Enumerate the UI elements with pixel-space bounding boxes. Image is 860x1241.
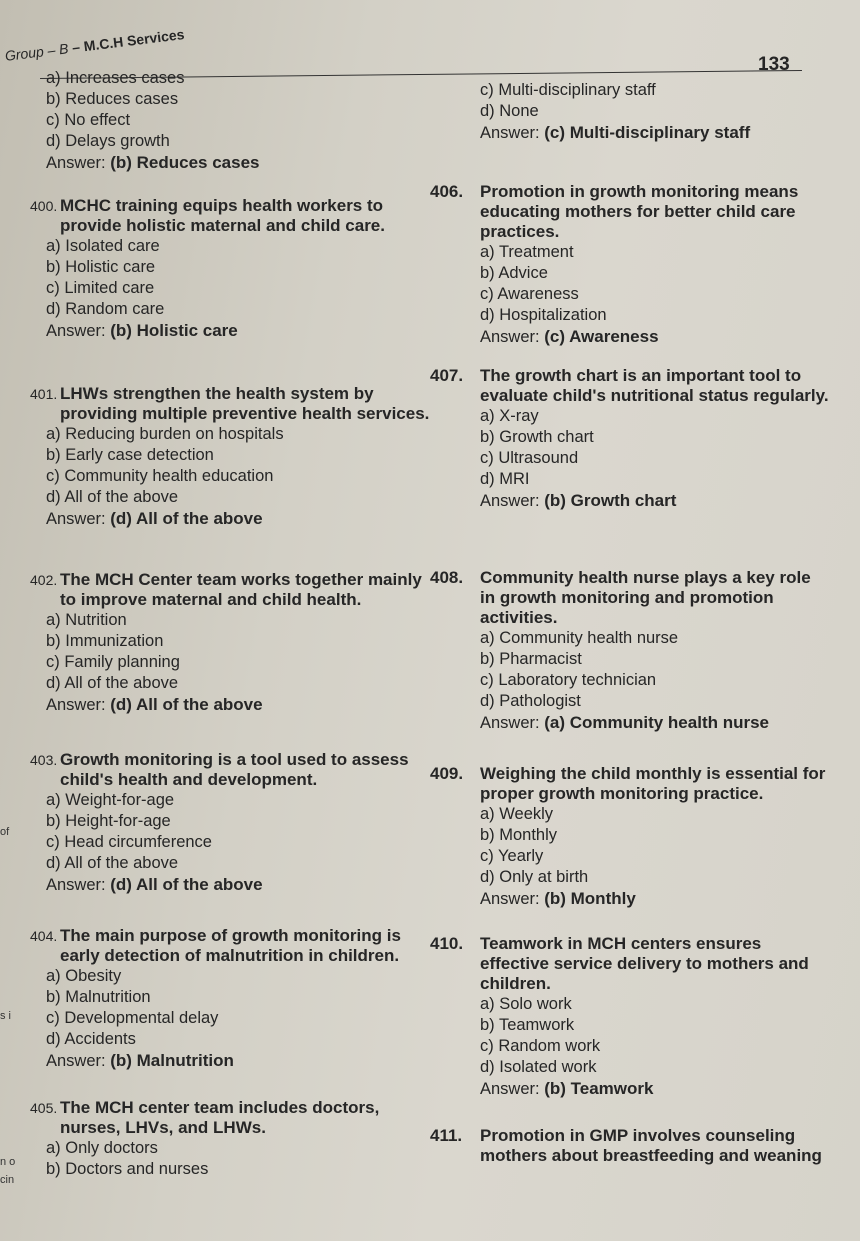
question-block <box>30 384 430 530</box>
option: c) Family planning <box>46 653 180 671</box>
answer: Answer: (b) Monthly <box>480 889 636 908</box>
question-block <box>430 764 830 910</box>
answer: Answer: (d) All of the above <box>46 695 263 714</box>
margin-fragment: of <box>0 826 10 838</box>
option: a) Community health nurse <box>480 629 679 647</box>
option: c) Head circumference <box>46 833 212 851</box>
question-number: 410. <box>430 934 464 953</box>
option: d) All of the above <box>46 854 179 872</box>
margin-fragment: n o <box>0 1156 16 1168</box>
option: a) Solo work <box>480 995 572 1013</box>
option: a) Treatment <box>480 243 574 261</box>
margin-fragment: s i <box>0 1010 11 1022</box>
option: c) No effect <box>46 111 131 129</box>
question-block <box>30 750 430 896</box>
option: b) Height-for-age <box>46 812 171 830</box>
option: b) Monthly <box>480 826 558 844</box>
question-block <box>30 68 430 174</box>
option: b) Advice <box>480 264 548 282</box>
question-text: 409. Weighing the child monthly is essential for proper growth monitoring practice. <box>430 764 826 803</box>
option: b) Holistic care <box>46 258 156 276</box>
question-block <box>430 1126 830 1166</box>
question-text: 408. Community health nurse plays a key role in growth monitoring and promotion activities. <box>430 568 811 627</box>
question-number: 407. <box>430 366 464 385</box>
option: a) X-ray <box>480 407 539 425</box>
option: c) Community health education <box>46 467 274 485</box>
question-text: 407. The growth chart is an important tool to evaluate child's nutritional status regularly. <box>430 366 829 405</box>
option: c) Awareness <box>480 285 579 303</box>
answer: Answer: (b) Reduces cases <box>46 153 260 172</box>
question-number: 401. <box>30 386 58 402</box>
option: a) Reducing burden on hospitals <box>46 425 284 443</box>
answer: Answer: (d) All of the above <box>46 509 263 528</box>
question-number: 403. <box>30 752 58 768</box>
option: d) Accidents <box>46 1030 136 1048</box>
option: a) Weekly <box>480 805 554 823</box>
option: a) Increases cases <box>46 69 185 87</box>
option: b) Malnutrition <box>46 988 151 1006</box>
question-block <box>430 80 830 144</box>
question-number: 402. <box>30 572 58 588</box>
answer: Answer: (d) All of the above <box>46 875 263 894</box>
answer: Answer: (b) Malnutrition <box>46 1051 234 1070</box>
option: c) Developmental delay <box>46 1009 219 1027</box>
question-number: 408. <box>430 568 464 587</box>
option: b) Teamwork <box>480 1016 575 1034</box>
question-block <box>30 570 430 716</box>
option: d) Random care <box>46 300 165 318</box>
option: c) Laboratory technician <box>480 671 657 689</box>
option: c) Ultrasound <box>480 449 579 467</box>
question-block <box>30 926 430 1072</box>
option: a) Weight-for-age <box>46 791 175 809</box>
question-block <box>430 182 830 348</box>
option: a) Nutrition <box>46 611 127 629</box>
option: b) Doctors and nurses <box>46 1160 209 1178</box>
answer: Answer: (b) Holistic care <box>46 321 238 340</box>
option: c) Random work <box>480 1037 601 1055</box>
answer: Answer: (a) Community health nurse <box>480 713 770 732</box>
option: d) Pathologist <box>480 692 581 710</box>
question-text: 401. LHWs strengthen the health system by providing multiple preventive health services. <box>30 384 430 423</box>
question-number: 411. <box>430 1126 463 1145</box>
option: d) All of the above <box>46 488 179 506</box>
option: d) Only at birth <box>480 868 589 886</box>
answer: Answer: (b) Teamwork <box>480 1079 654 1098</box>
section-label: Group – B – M.C.H Services <box>4 25 186 64</box>
question-block <box>30 196 430 342</box>
question-number: 404. <box>30 928 58 944</box>
question-text: 411. Promotion in GMP involves counseling mothers about breastfeeding and weaning <box>430 1126 822 1165</box>
answer: Answer: (c) Awareness <box>480 327 659 346</box>
question-text: 410. Teamwork in MCH centers ensures effective service delivery to mothers and children. <box>430 934 809 993</box>
question-number: 409. <box>430 764 464 783</box>
question-text: 406. Promotion in growth monitoring means educating mothers for better child care practices. <box>430 182 799 241</box>
page-number: 133 <box>758 54 790 75</box>
option: b) Growth chart <box>480 428 594 446</box>
option: b) Early case detection <box>46 446 214 464</box>
question-number: 400. <box>30 198 58 214</box>
margin-fragment: cin <box>0 1174 15 1186</box>
option: d) Isolated work <box>480 1058 597 1076</box>
question-block <box>430 934 830 1100</box>
question-text: 405. The MCH center team includes doctors, nurses, LHVs, and LHWs. <box>30 1098 380 1137</box>
question-number: 405. <box>30 1100 58 1116</box>
question-number: 406. <box>430 182 464 201</box>
option: c) Yearly <box>480 847 544 865</box>
option: a) Obesity <box>46 967 122 985</box>
question-text: 403. Growth monitoring is a tool used to assess child's health and development. <box>30 750 409 789</box>
answer: Answer: (b) Growth chart <box>480 491 677 510</box>
option: d) Hospitalization <box>480 306 607 324</box>
question-block <box>430 568 830 734</box>
option: d) All of the above <box>46 674 179 692</box>
answer: Answer: (c) Multi-disciplinary staff <box>480 123 751 142</box>
option: d) Delays growth <box>46 132 170 150</box>
option: a) Isolated care <box>46 237 160 255</box>
option: c) Multi-disciplinary staff <box>480 81 656 99</box>
question-text: 404. The main purpose of growth monitoring is early detection of malnutrition in children. <box>30 926 401 965</box>
option: b) Reduces cases <box>46 90 179 108</box>
option: d) None <box>480 102 539 120</box>
question-block <box>430 366 830 512</box>
question-text: 400. MCHC training equips health workers to provide holistic maternal and child care. <box>30 196 385 235</box>
option: a) Only doctors <box>46 1139 158 1157</box>
question-text: 402. The MCH Center team works together mainly to improve maternal and child health. <box>30 570 422 609</box>
option: b) Immunization <box>46 632 164 650</box>
option: b) Pharmacist <box>480 650 582 668</box>
option: c) Limited care <box>46 279 155 297</box>
question-block <box>30 1098 430 1180</box>
option: d) MRI <box>480 470 530 488</box>
